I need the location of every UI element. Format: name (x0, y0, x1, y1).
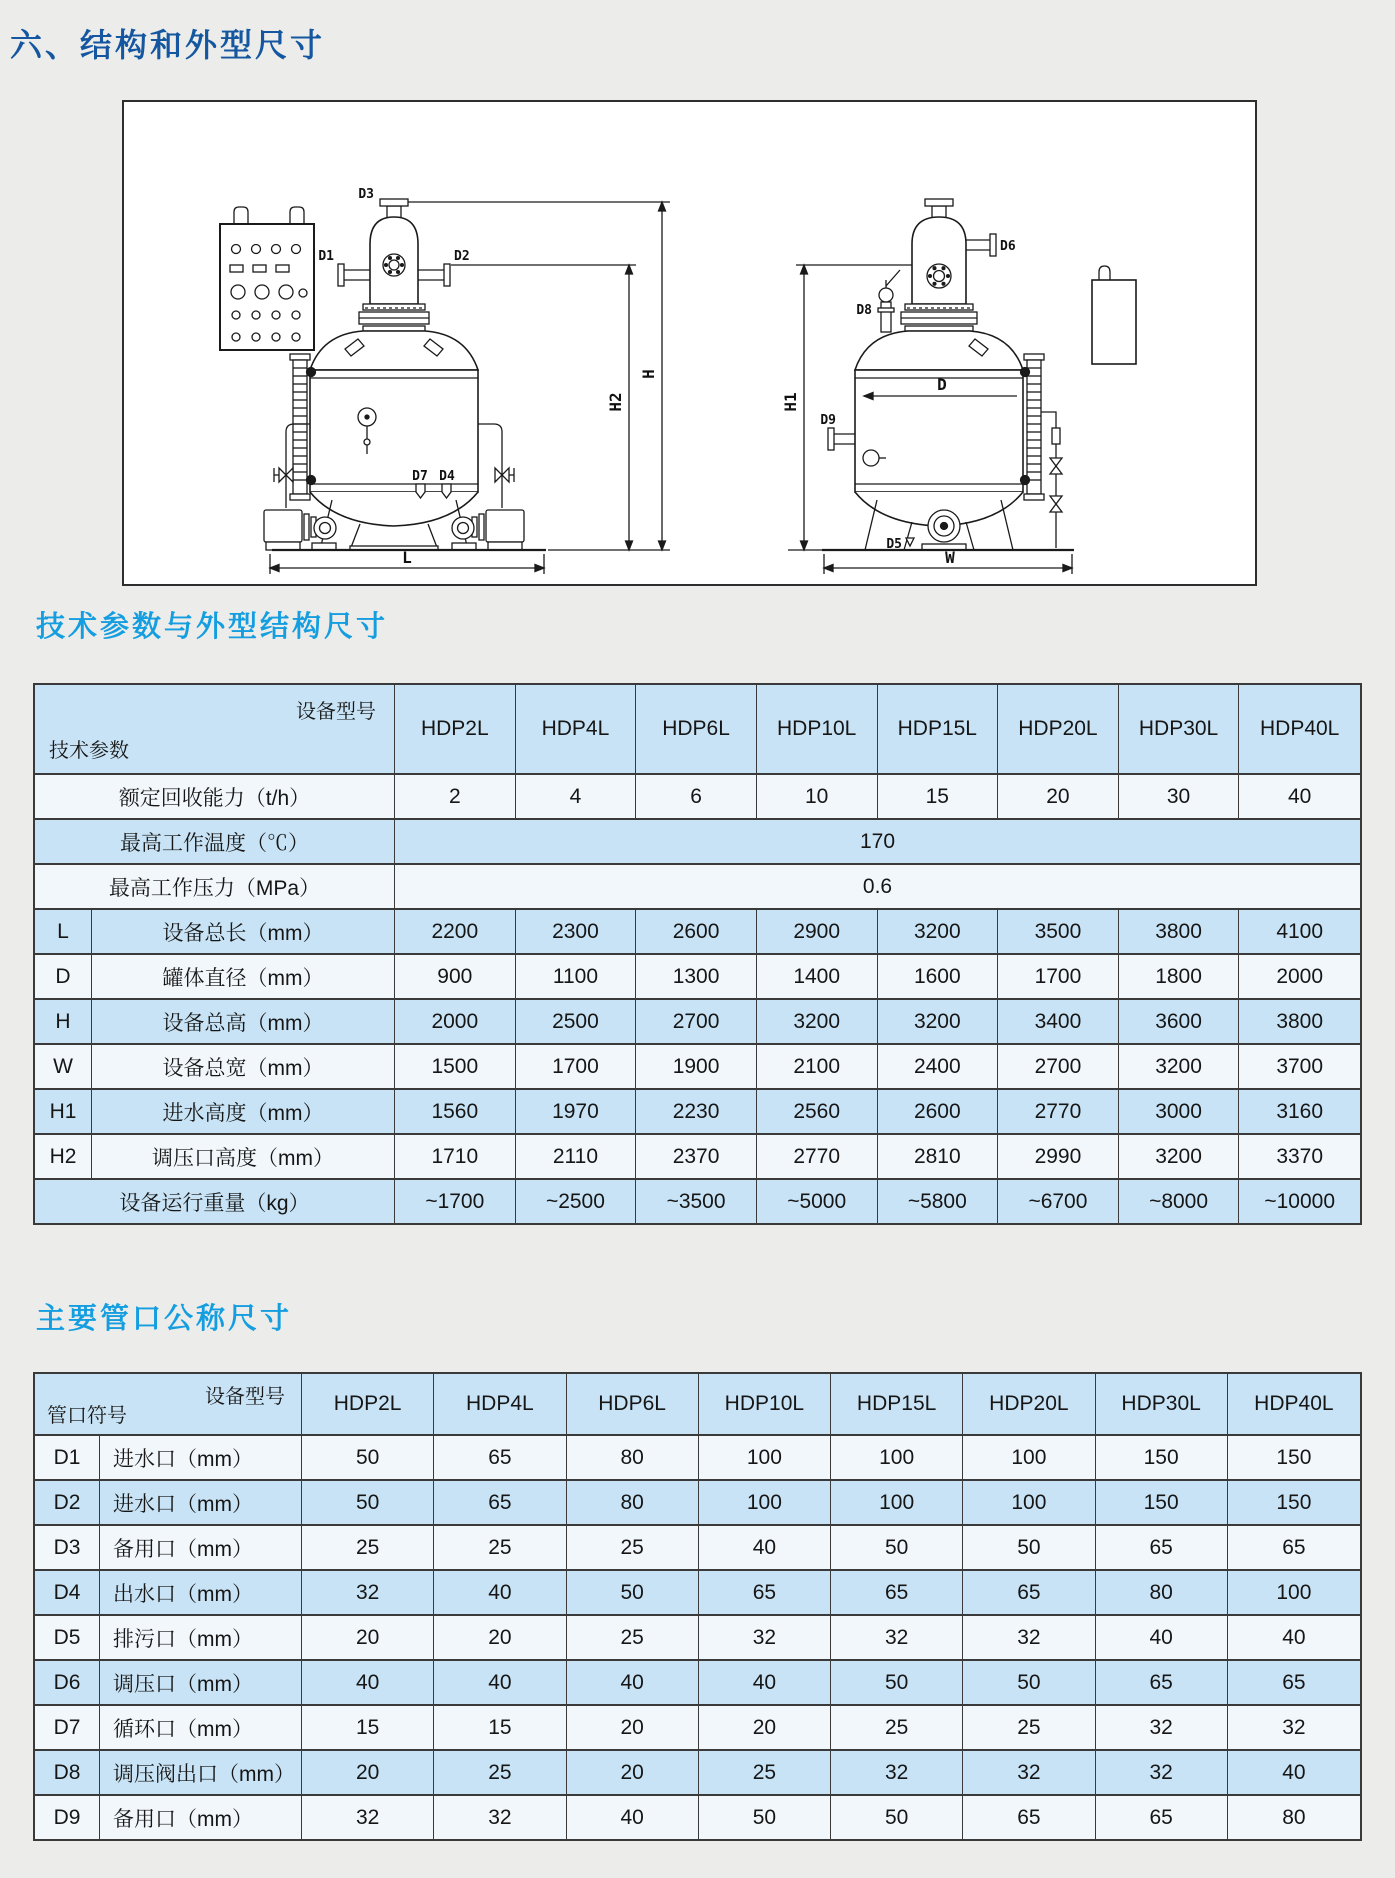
value-cell: 100 (831, 1479, 963, 1524)
value-cell: 3600 (1119, 998, 1240, 1043)
table-header-row (35, 1374, 1360, 1434)
corner-label-params: 技术参数 (49, 740, 129, 762)
value-cell: 3200 (757, 998, 878, 1043)
technical-drawing-panel (122, 100, 1257, 586)
value-cell: ~2500 (516, 1178, 637, 1223)
value-cell: 32 (302, 1569, 434, 1614)
table-row (35, 818, 1360, 863)
row-label-cell: 排污口（mm） (100, 1614, 302, 1659)
table-row (35, 863, 1360, 908)
table-row (35, 1043, 1360, 1088)
merged-value-cell: 170 (395, 818, 1360, 863)
value-cell: 150 (1228, 1434, 1360, 1479)
front-label-d1: D1 (318, 249, 334, 264)
value-cell: 20 (567, 1749, 699, 1794)
corner-label-models: 设备型号 (296, 701, 376, 723)
model-header-cell: HDP15L (831, 1374, 963, 1434)
value-cell: 65 (1096, 1659, 1228, 1704)
value-cell: 25 (567, 1614, 699, 1659)
side-view-drawing (788, 199, 1136, 574)
row-code-cell: D9 (35, 1794, 100, 1839)
dim-label-w: W (945, 548, 955, 567)
value-cell: 65 (699, 1569, 831, 1614)
value-cell: 25 (963, 1704, 1095, 1749)
value-cell: 25 (699, 1749, 831, 1794)
value-cell: 2770 (757, 1133, 878, 1178)
value-cell: 65 (963, 1794, 1095, 1839)
dim-label-h1: H1 (781, 392, 800, 412)
value-cell: 65 (1096, 1794, 1228, 1839)
value-cell: 20 (302, 1614, 434, 1659)
table-row (35, 1659, 1360, 1704)
value-cell: 2700 (636, 998, 757, 1043)
value-cell: ~3500 (636, 1178, 757, 1223)
model-header-cell: HDP20L (963, 1374, 1095, 1434)
value-cell: 80 (567, 1479, 699, 1524)
merged-value-cell: 0.6 (395, 863, 1360, 908)
table-row (35, 953, 1360, 998)
row-code-cell: D7 (35, 1704, 100, 1749)
value-cell: 1700 (998, 953, 1119, 998)
value-cell: 40 (434, 1569, 566, 1614)
value-cell: 30 (1119, 773, 1240, 818)
value-cell: 65 (963, 1569, 1095, 1614)
value-cell: 50 (567, 1569, 699, 1614)
value-cell: 6 (636, 773, 757, 818)
value-cell: 150 (1228, 1479, 1360, 1524)
value-cell: 1900 (636, 1043, 757, 1088)
value-cell: 1710 (395, 1133, 516, 1178)
value-cell: 1600 (878, 953, 999, 998)
table-row (35, 1614, 1360, 1659)
tech-section-title: 技术参数与外型结构尺寸 (36, 611, 389, 643)
value-cell: 50 (699, 1794, 831, 1839)
row-code-cell: D2 (35, 1479, 100, 1524)
model-header-cell: HDP40L (1239, 685, 1360, 773)
value-cell: 32 (831, 1749, 963, 1794)
value-cell: 3200 (878, 908, 999, 953)
value-cell: 50 (963, 1659, 1095, 1704)
value-cell: 40 (567, 1794, 699, 1839)
value-cell: 2700 (998, 1043, 1119, 1088)
table-header-row (35, 685, 1360, 773)
pipe-section-title: 主要管口公称尺寸 (36, 1303, 293, 1335)
row-code-cell: D1 (35, 1434, 100, 1479)
value-cell: 3200 (1119, 1043, 1240, 1088)
row-code-cell: D6 (35, 1659, 100, 1704)
value-cell: 3700 (1239, 1043, 1360, 1088)
row-code-cell: D3 (35, 1524, 100, 1569)
value-cell: 80 (1228, 1794, 1360, 1839)
table-row (35, 773, 1360, 818)
corner-cell (35, 1374, 302, 1434)
dim-label-h: H (639, 369, 658, 379)
value-cell: 32 (1228, 1704, 1360, 1749)
model-header-cell: HDP15L (878, 685, 999, 773)
value-cell: 3160 (1239, 1088, 1360, 1133)
row-label-cell: 调压口（mm） (100, 1659, 302, 1704)
model-header-cell: HDP4L (516, 685, 637, 773)
row-code-cell: W (35, 1043, 92, 1088)
value-cell: 25 (302, 1524, 434, 1569)
value-cell: 2300 (516, 908, 637, 953)
value-cell: 50 (831, 1659, 963, 1704)
model-header-cell: HDP6L (567, 1374, 699, 1434)
value-cell: 25 (831, 1704, 963, 1749)
value-cell: 2600 (878, 1088, 999, 1133)
value-cell: 25 (567, 1524, 699, 1569)
value-cell: 65 (1228, 1524, 1360, 1569)
value-cell: 20 (302, 1749, 434, 1794)
row-label-cell: 进水口（mm） (100, 1479, 302, 1524)
value-cell: 15 (434, 1704, 566, 1749)
row-label-cell: 设备总宽（mm） (92, 1043, 395, 1088)
side-label-d6: D6 (1000, 239, 1016, 254)
value-cell: 25 (434, 1749, 566, 1794)
value-cell: 20 (699, 1704, 831, 1749)
value-cell: 32 (963, 1614, 1095, 1659)
value-cell: 50 (963, 1524, 1095, 1569)
value-cell: 32 (699, 1614, 831, 1659)
value-cell: 2900 (757, 908, 878, 953)
row-label-cell: 循环口（mm） (100, 1704, 302, 1749)
row-label-cell: 设备运行重量（kg） (35, 1178, 395, 1223)
value-cell: 1400 (757, 953, 878, 998)
value-cell: 1100 (516, 953, 637, 998)
model-header-cell: HDP6L (636, 685, 757, 773)
value-cell: 150 (1096, 1479, 1228, 1524)
value-cell: 50 (831, 1794, 963, 1839)
value-cell: ~10000 (1239, 1178, 1360, 1223)
model-header-cell: HDP20L (998, 685, 1119, 773)
value-cell: 80 (567, 1434, 699, 1479)
side-label-d5: D5 (886, 537, 902, 552)
value-cell: 2560 (757, 1088, 878, 1133)
value-cell: 3400 (998, 998, 1119, 1043)
value-cell: 65 (1096, 1524, 1228, 1569)
table-row (35, 908, 1360, 953)
corner-label-params: 管口符号 (47, 1405, 127, 1427)
value-cell: 1560 (395, 1088, 516, 1133)
value-cell: 150 (1096, 1434, 1228, 1479)
row-code-cell: D (35, 953, 92, 998)
value-cell: 2810 (878, 1133, 999, 1178)
value-cell: 2600 (636, 908, 757, 953)
table-row (35, 1704, 1360, 1749)
row-code-cell: L (35, 908, 92, 953)
model-header-cell: HDP10L (757, 685, 878, 773)
corner-cell (35, 685, 395, 773)
row-label-cell: 进水口（mm） (100, 1434, 302, 1479)
value-cell: ~8000 (1119, 1178, 1240, 1223)
value-cell: 2230 (636, 1088, 757, 1133)
value-cell: 100 (963, 1434, 1095, 1479)
value-cell: 2110 (516, 1133, 637, 1178)
value-cell: 32 (1096, 1704, 1228, 1749)
model-header-cell: HDP2L (302, 1374, 434, 1434)
value-cell: 2000 (1239, 953, 1360, 998)
value-cell: ~5000 (757, 1178, 878, 1223)
value-cell: 32 (831, 1614, 963, 1659)
table-row (35, 1178, 1360, 1223)
table-row (35, 1749, 1360, 1794)
value-cell: 1800 (1119, 953, 1240, 998)
value-cell: 3000 (1119, 1088, 1240, 1133)
value-cell: 4100 (1239, 908, 1360, 953)
dim-label-l: L (402, 548, 412, 567)
table-row (35, 1524, 1360, 1569)
value-cell: 2000 (395, 998, 516, 1043)
value-cell: 80 (1096, 1569, 1228, 1614)
dim-label-d: D (937, 375, 947, 394)
dim-label-h2: H2 (606, 392, 625, 412)
table-row (35, 1794, 1360, 1839)
value-cell: 100 (963, 1479, 1095, 1524)
value-cell: 65 (434, 1434, 566, 1479)
value-cell: 32 (1096, 1749, 1228, 1794)
equipment-drawing (124, 102, 1255, 584)
value-cell: 1300 (636, 953, 757, 998)
value-cell: 20 (434, 1614, 566, 1659)
table-row (35, 1088, 1360, 1133)
model-header-cell: HDP10L (699, 1374, 831, 1434)
value-cell: 2990 (998, 1133, 1119, 1178)
value-cell: ~5800 (878, 1178, 999, 1223)
value-cell: 2770 (998, 1088, 1119, 1133)
row-code-cell: H1 (35, 1088, 92, 1133)
row-label-cell: 进水高度（mm） (92, 1088, 395, 1133)
control-panel (220, 207, 314, 350)
value-cell: 50 (302, 1479, 434, 1524)
row-label-cell: 最高工作温度（℃） (35, 818, 395, 863)
value-cell: 65 (831, 1569, 963, 1614)
tech-table (33, 683, 1362, 1225)
value-cell: 100 (699, 1479, 831, 1524)
value-cell: 3200 (878, 998, 999, 1043)
front-label-d2: D2 (454, 249, 470, 264)
front-label-d7: D7 (412, 469, 428, 484)
row-label-cell: 出水口（mm） (100, 1569, 302, 1614)
value-cell: 100 (699, 1434, 831, 1479)
row-code-cell: D8 (35, 1749, 100, 1794)
value-cell: 50 (831, 1524, 963, 1569)
value-cell: 65 (1228, 1659, 1360, 1704)
row-label-cell: 备用口（mm） (100, 1794, 302, 1839)
value-cell: 3800 (1239, 998, 1360, 1043)
value-cell: 1500 (395, 1043, 516, 1088)
value-cell: 4 (516, 773, 637, 818)
value-cell: 15 (878, 773, 999, 818)
value-cell: 2400 (878, 1043, 999, 1088)
value-cell: 40 (302, 1659, 434, 1704)
value-cell: 50 (302, 1434, 434, 1479)
table-row (35, 1479, 1360, 1524)
value-cell: 32 (302, 1794, 434, 1839)
value-cell: 100 (831, 1434, 963, 1479)
value-cell: 3800 (1119, 908, 1240, 953)
side-label-d8: D8 (856, 303, 872, 318)
model-header-cell: HDP2L (395, 685, 516, 773)
value-cell: 40 (1239, 773, 1360, 818)
value-cell: 1700 (516, 1043, 637, 1088)
row-code-cell: D5 (35, 1614, 100, 1659)
value-cell: 3500 (998, 908, 1119, 953)
row-label-cell: 备用口（mm） (100, 1524, 302, 1569)
table-row (35, 998, 1360, 1043)
corner-label-models: 设备型号 (205, 1386, 285, 1408)
value-cell: 40 (1228, 1614, 1360, 1659)
row-code-cell: H2 (35, 1133, 92, 1178)
value-cell: 2370 (636, 1133, 757, 1178)
value-cell: 3200 (1119, 1133, 1240, 1178)
value-cell: 20 (998, 773, 1119, 818)
row-label-cell: 调压口高度（mm） (92, 1133, 395, 1178)
side-label-d9: D9 (820, 413, 836, 428)
value-cell: 40 (699, 1524, 831, 1569)
model-header-cell: HDP30L (1119, 685, 1240, 773)
value-cell: 2 (395, 773, 516, 818)
row-label-cell: 额定回收能力（t/h） (35, 773, 395, 818)
model-header-cell: HDP4L (434, 1374, 566, 1434)
row-code-cell: H (35, 998, 92, 1043)
value-cell: ~6700 (998, 1178, 1119, 1223)
front-label-d4: D4 (439, 469, 455, 484)
row-label-cell: 调压阀出口（mm） (100, 1749, 302, 1794)
model-header-cell: HDP30L (1096, 1374, 1228, 1434)
value-cell: 3370 (1239, 1133, 1360, 1178)
value-cell: 900 (395, 953, 516, 998)
value-cell: 40 (699, 1659, 831, 1704)
row-label-cell: 罐体直径（mm） (92, 953, 395, 998)
value-cell: 20 (567, 1704, 699, 1749)
value-cell: 25 (434, 1524, 566, 1569)
value-cell: 2100 (757, 1043, 878, 1088)
row-code-cell: D4 (35, 1569, 100, 1614)
value-cell: 40 (567, 1659, 699, 1704)
value-cell: 32 (963, 1749, 1095, 1794)
model-header-cell: HDP40L (1228, 1374, 1360, 1434)
value-cell: 32 (434, 1794, 566, 1839)
value-cell: 15 (302, 1704, 434, 1749)
table-row (35, 1569, 1360, 1614)
pipe-table (33, 1372, 1362, 1841)
row-label-cell: 设备总长（mm） (92, 908, 395, 953)
value-cell: 40 (434, 1659, 566, 1704)
row-label-cell: 设备总高（mm） (92, 998, 395, 1043)
value-cell: 40 (1228, 1749, 1360, 1794)
value-cell: 1970 (516, 1088, 637, 1133)
value-cell: 10 (757, 773, 878, 818)
value-cell: 2500 (516, 998, 637, 1043)
table-row (35, 1434, 1360, 1479)
value-cell: 100 (1228, 1569, 1360, 1614)
value-cell: 2200 (395, 908, 516, 953)
value-cell: ~1700 (395, 1178, 516, 1223)
page-title: 六、结构和外型尺寸 (10, 27, 326, 63)
row-label-cell: 最高工作压力（MPa） (35, 863, 395, 908)
value-cell: 40 (1096, 1614, 1228, 1659)
table-row (35, 1133, 1360, 1178)
value-cell: 65 (434, 1479, 566, 1524)
front-label-d3: D3 (358, 187, 374, 202)
